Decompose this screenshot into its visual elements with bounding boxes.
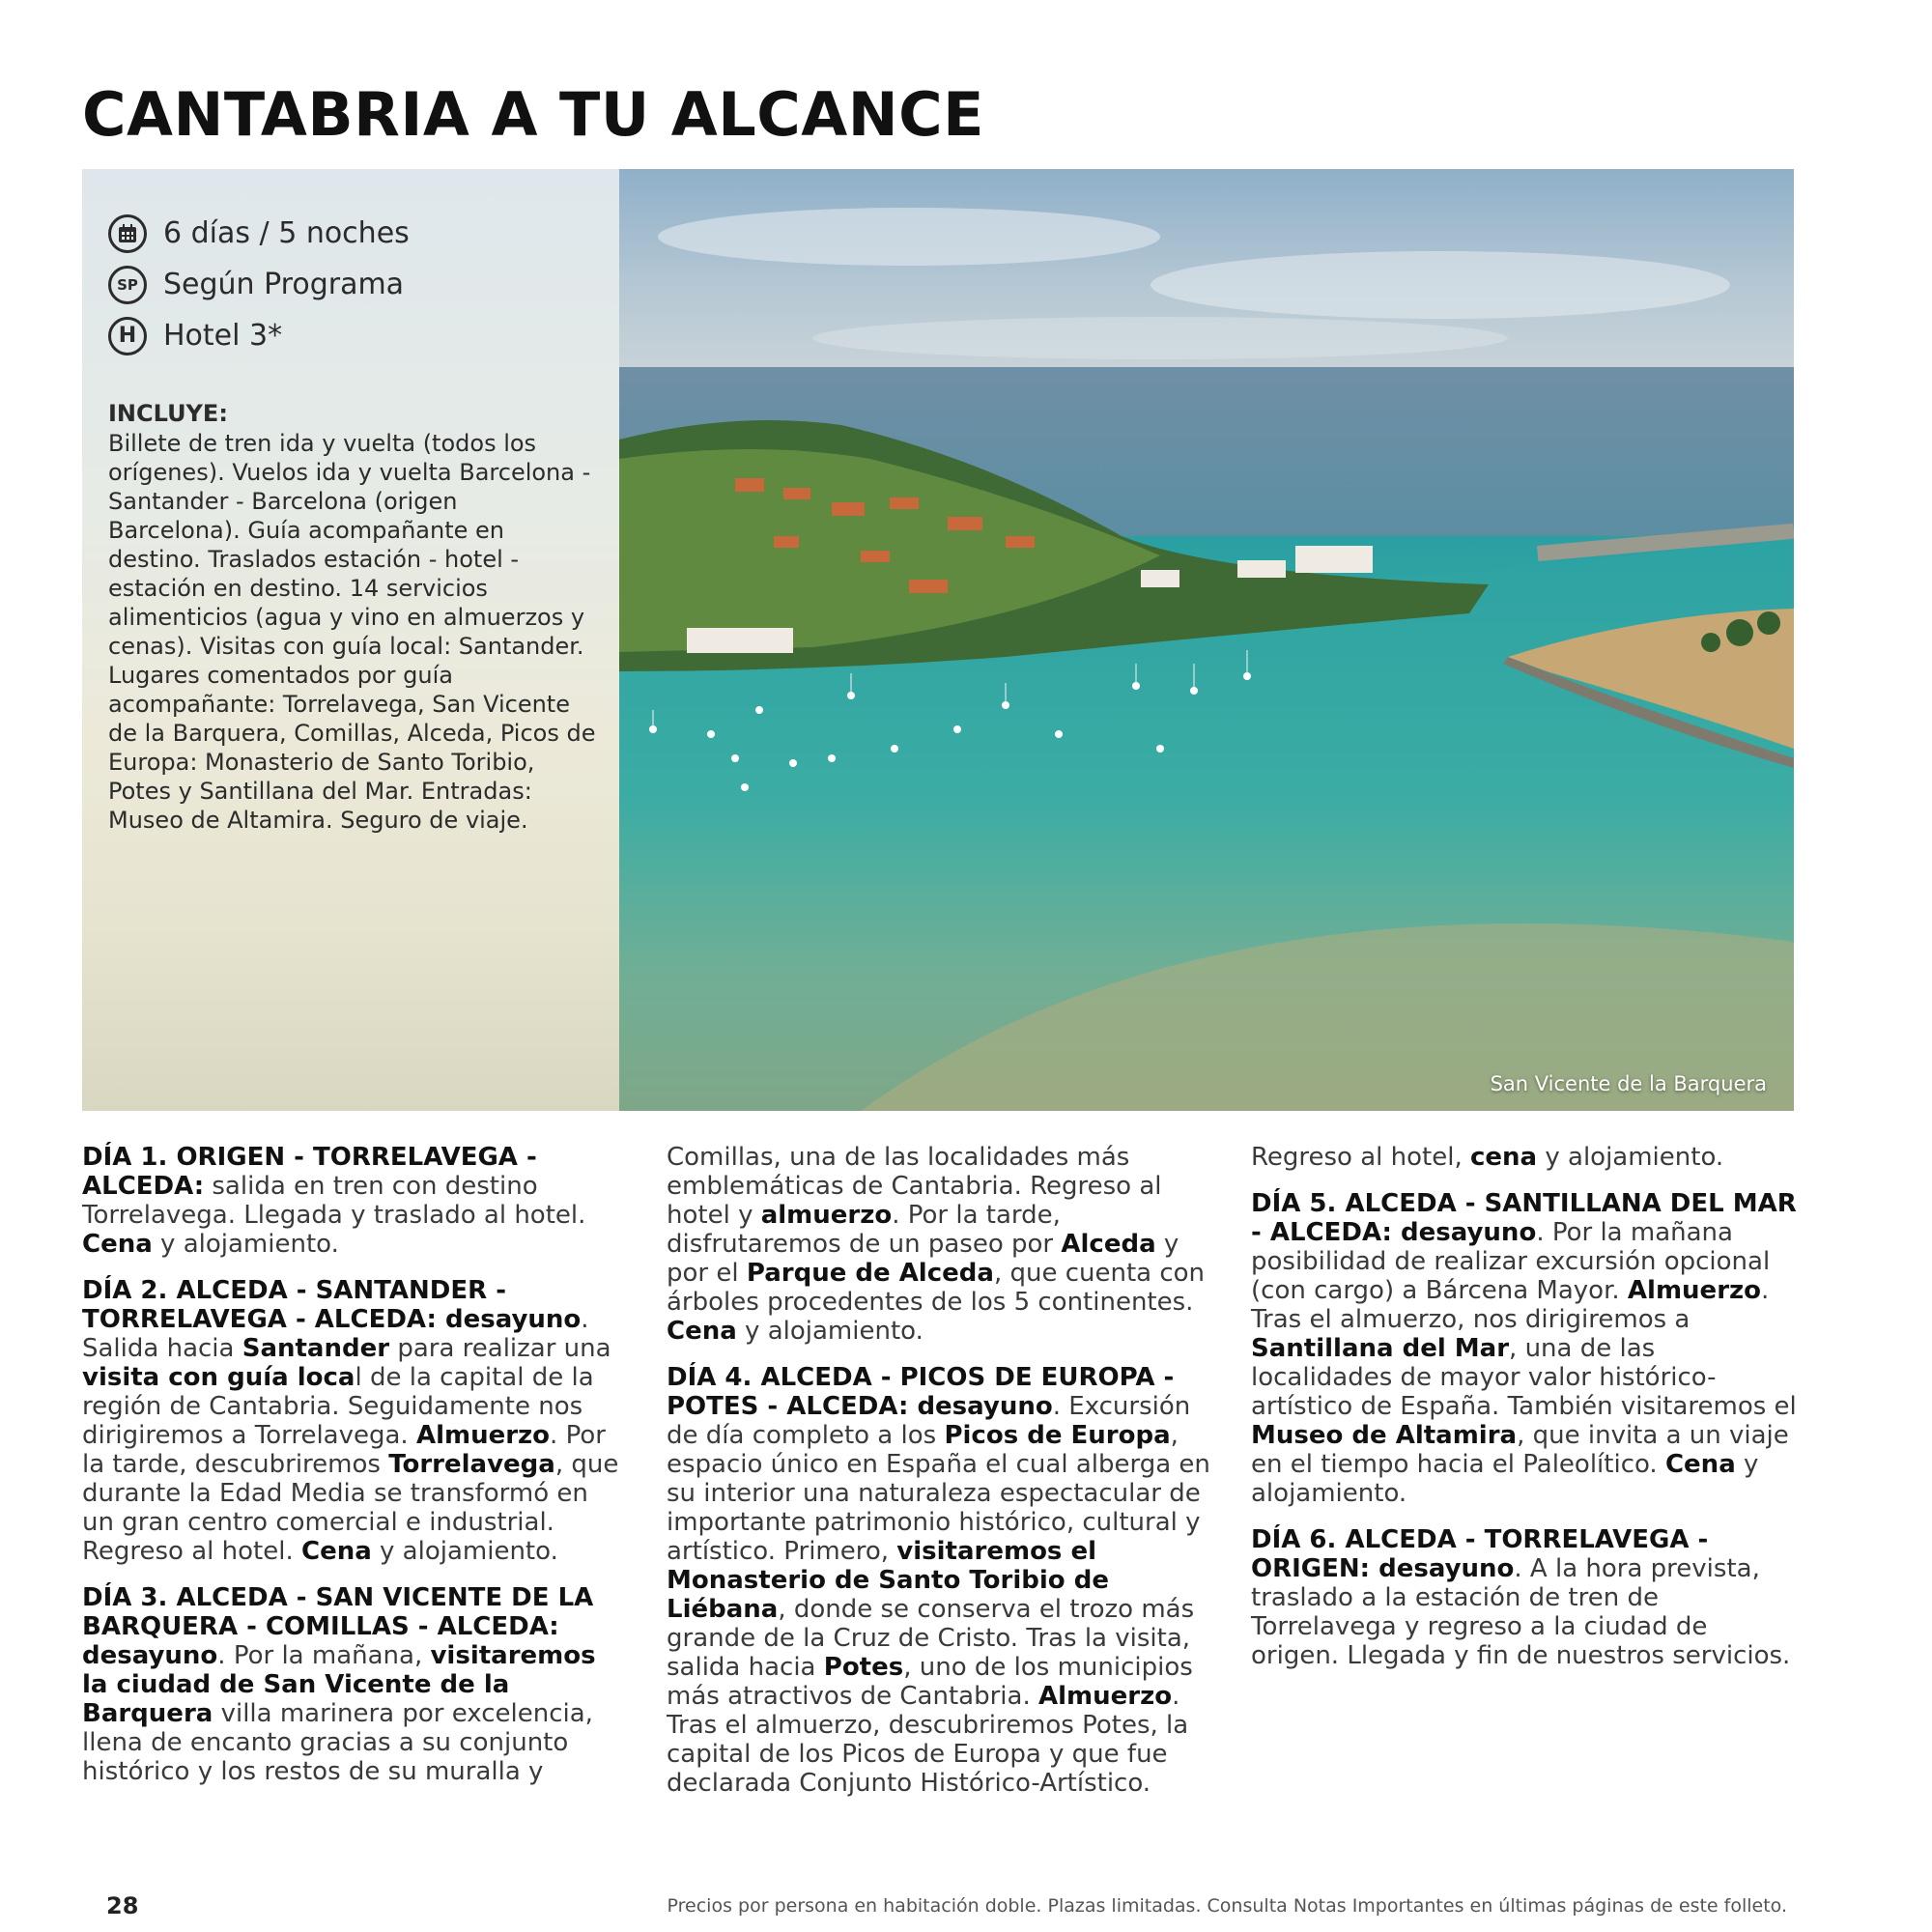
includes-heading: INCLUYE: [108, 400, 228, 427]
duration-text: 6 días / 5 noches [163, 216, 410, 250]
photo-caption: San Vicente de la Barquera [1490, 1072, 1767, 1095]
day-heading: DÍA 5. ALCEDA - SANTILLANA DEL MAR - ALCEDA: desayuno [1251, 1189, 1797, 1247]
info-panel [82, 169, 619, 1111]
day-paragraph: Regreso al hotel, cena y alojamiento. [1251, 1143, 1724, 1172]
page-title: CANTABRIA A TU ALCANCE [82, 79, 984, 150]
page-number: 28 [106, 1892, 139, 1919]
day-paragraph: DÍA 3. ALCEDA - SAN VICENTE DE LA BARQUERA - COMILLAS - ALCEDA: desayuno. Por la mañana, visitaremos la ciudad de San Vicente de la Barquera villa marinera por excelencia, llena de encanto gracias a su conjunto histórico y los restos de su muralla y [82, 1583, 596, 1786]
day-heading: DÍA 6. ALCEDA - TORRELAVEGA - ORIGEN: desayuno [1251, 1525, 1709, 1583]
day-heading: DÍA 4. ALCEDA - PICOS DE EUROPA - POTES - ALCEDA: desayuno [667, 1363, 1175, 1421]
day-heading: DÍA 2. ALCEDA - SANTANDER - TORRELAVEGA - ALCEDA: desayuno [82, 1276, 582, 1334]
day-paragraph: DÍA 4. ALCEDA - PICOS DE EUROPA - POTES - ALCEDA: desayuno. Excursión de día completo a los Picos de Europa, espacio único en España el cual alberga en su interior una naturaleza espectacular de importante patrimonio histórico, cultural y artístico. Primero, visitaremos el Monasterio de Santo Toribio de Liébana, donde se conserva el trozo más grande de la Cruz de Cristo. Tras la visita, salida hacia Potes, uno de los municipios más atractivos de Cantabria. Almuerzo. Tras el almuerzo, descubriremos Potes, la capital de los Picos de Europa y que fue declarada Conjunto Histórico-Artístico. [667, 1363, 1210, 1798]
duration-row [108, 208, 596, 259]
itinerary-column-1 [82, 1143, 628, 1804]
hotel-row [108, 310, 596, 361]
calendar-icon [108, 214, 147, 253]
day-paragraph: DÍA 1. ORIGEN - TORRELAVEGA - ALCEDA: salida en tren con destino Torrelavega. Llegada y traslado al hotel. Cena y alojamiento. [82, 1143, 586, 1259]
day-paragraph: DÍA 5. ALCEDA - SANTILLANA DEL MAR - ALCEDA: desayuno. Por la mañana posibilidad de realizar excursión opcional (con cargo) a Bárcena Mayor. Almuerzo. Tras el almuerzo, nos dirigiremos a Santillana del Mar, una de las localidades de mayor valor histórico-artístico de España. También visitaremos el Museo de Altamira, que invita a un viaje en el tiempo hacia el Paleolítico. Cena y alojamiento. [1251, 1189, 1797, 1508]
meal-plan-icon: SP [108, 266, 147, 304]
day-paragraph: DÍA 6. ALCEDA - TORRELAVEGA - ORIGEN: desayuno. A la hora prevista, traslado a la estación de tren de Torrelavega y regreso a la ciudad de origen. Llegada y fin de nuestros servicios. [1251, 1525, 1791, 1670]
day-paragraph: DÍA 2. ALCEDA - SANTANDER - TORRELAVEGA - ALCEDA: desayuno. Salida hacia Santander para realizar una visita con guía local de la capital de la región de Cantabria. Seguidamente nos dirigiremos a Torrelavega. Almuerzo. Por la tarde, descubriremos Torrelavega, que durante la Edad Media se transformó en un gran centro comercial e industrial. Regreso al hotel. Cena y alojamiento. [82, 1276, 619, 1566]
day-paragraph: Comillas, una de las localidades más emblemáticas de Cantabria. Regreso al hotel y almuerzo. Por la tarde, disfrutaremos de un paseo por Alceda y por el Parque de Alceda, que cuenta con árboles procedentes de los 5 continentes. Cena y alojamiento. [667, 1143, 1206, 1346]
hotel-text: Hotel 3* [163, 319, 283, 353]
itinerary-column-2 [667, 1143, 1217, 1815]
day-heading: DÍA 3. ALCEDA - SAN VICENTE DE LA BARQUERA - COMILLAS - ALCEDA: desayuno [82, 1583, 594, 1670]
day-heading: DÍA 1. ORIGEN - TORRELAVEGA - ALCEDA: [82, 1143, 537, 1201]
hero-banner [82, 169, 1794, 1111]
san-vicente-landscape [619, 169, 1794, 1111]
meals-row [108, 259, 596, 310]
coastal-photo [619, 169, 1794, 1111]
hotel-icon: H [108, 317, 147, 355]
meals-text: Según Programa [163, 268, 405, 301]
includes-text: Billete de tren ida y vuelta (todos los orígenes). Vuelos ida y vuelta Barcelona - Santander - Barcelona (origen Barcelona). Guía acompañante en destino. Traslados estación - hotel - estación en destino. 14 servicios alimenticios (agua y vino en almuerzos y cenas). Visitas con guía local: Santander. Lugares comentados por guía acompañante: Torrelavega, San Vicente de la Barquera, Comillas, Alceda, Picos de Europa: Monasterio de Santo Toribio, Potes y Santillana del Mar. Entradas: Museo de Altamira. Seguro de viaje. [108, 430, 596, 834]
itinerary-column-3 [1251, 1143, 1797, 1688]
footer-note: Precios por persona en habitación doble. Plazas limitadas. Consulta Notas Importantes en últimas páginas de este folleto. [667, 1895, 1787, 1917]
